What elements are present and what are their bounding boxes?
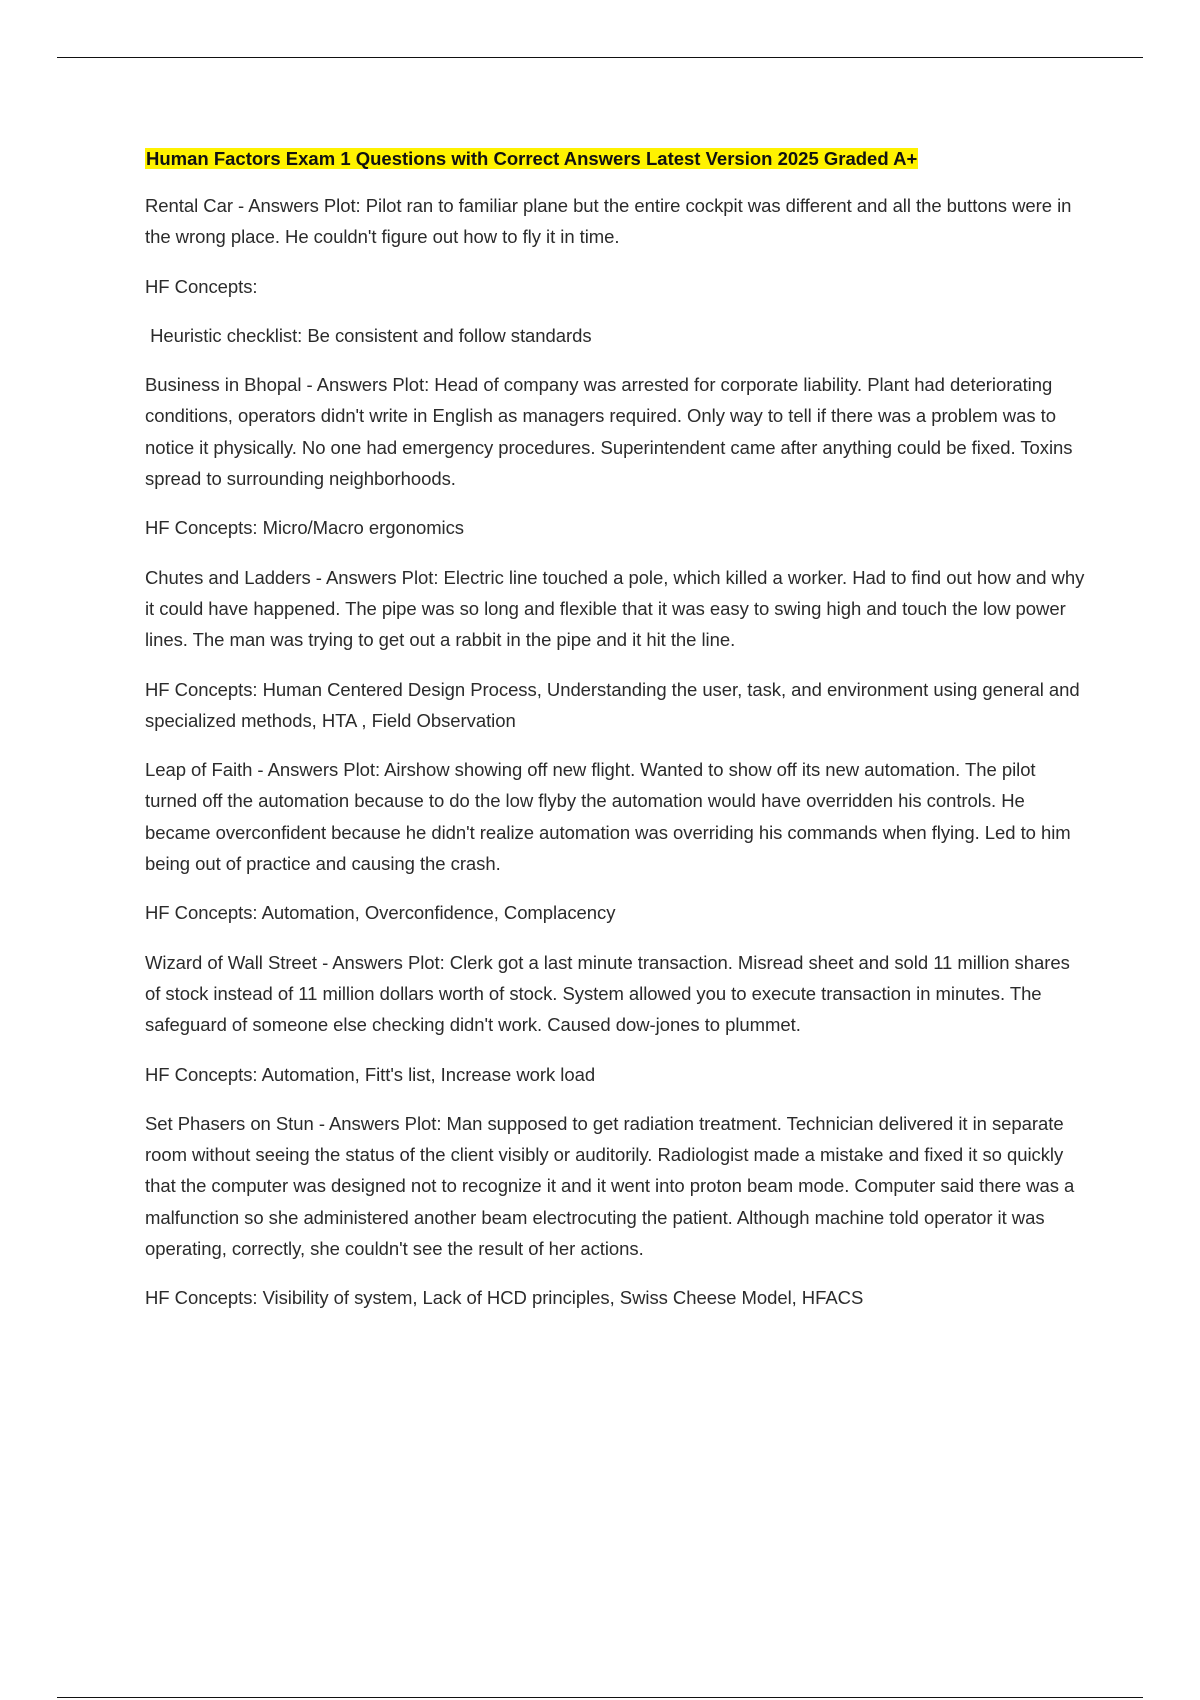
paragraph-chutes-and-ladders: Chutes and Ladders - Answers Plot: Electric line touched a pole, which killed a worker. Had to find out how and why it could have happened. The pipe was so long and flexible that it was easy to swing high and touch the low power lines. The man was trying to get out a rabbit in the pipe and it hit the line. — [145, 566, 1085, 651]
paragraph-hf-concepts-label: HF Concepts: — [145, 275, 258, 297]
title-block — [145, 140, 1090, 178]
paragraph-wizard-of-wall-street: Wizard of Wall Street - Answers Plot: Clerk got a last minute transaction. Misread sheet and sold 11 million shares of stock instead of 11 million dollars worth of stock. System allowed you to execute transaction in minutes. The safeguard of someone else checking didn't work. Caused dow-jones to plummet. — [145, 951, 1070, 1036]
paragraph-leap-of-faith: Leap of Faith - Answers Plot: Airshow showing off new flight. Wanted to show off its new automation. The pilot turned off the automation because to do the low flyby the automation would have overridden his controls. He became overconfident because he didn't realize automation was overriding his commands when flying. Led to him being out of practice and causing the crash. — [145, 759, 1071, 875]
document-title: Human Factors Exam 1 Questions with Correct Answers Latest Version 2025 Graded A+ — [146, 148, 918, 169]
paragraph-hf-concepts-automation: HF Concepts: Automation, Overconfidence, Complacency — [145, 902, 616, 924]
paragraph-hf-concepts-fitts: HF Concepts: Automation, Fitt's list, Increase work load — [145, 1063, 596, 1085]
bottom-divider — [57, 1697, 1143, 1698]
top-divider — [57, 57, 1143, 58]
paragraph-set-phasers-on-stun: Set Phasers on Stun - Answers Plot: Man supposed to get radiation treatment. Technician delivered it in separate room without seeing the status of the client visibly or auditorily. Radiologist made a mistake and fixed it so quickly that the computer was designed not to recognize it and it went into proton beam mode. Computer said there was a malfunction so she administered another beam electrocuting the patient. Although machine told operator it was operating, correctly, she couldn't see the result of her actions. — [145, 1112, 1075, 1260]
paragraph-business-in-bhopal: Business in Bhopal - Answers Plot: Head of company was arrested for corporate liability. Plant had deteriorating conditions, operators didn't write in English as managers required. Only way to tell if there was a problem was to notice it physically. No one had emergency procedures. Superintendent came after anything could be fixed. Toxins spread to surrounding neighborhoods. — [145, 374, 1073, 490]
paragraph-rental-car: Rental Car - Answers Plot: Pilot ran to familiar plane but the entire cockpit was different and all the buttons were in the wrong place. He couldn't figure out how to fly it in time. — [145, 195, 1072, 248]
paragraph-hf-concepts-visibility: HF Concepts: Visibility of system, Lack of HCD principles, Swiss Cheese Model, HFACS — [145, 1287, 864, 1309]
paragraph-hf-concepts-hcd: HF Concepts: Human Centered Design Process, Understanding the user, task, and environment using general and specialized methods, HTA , Field Observation — [145, 678, 1080, 731]
document-body — [145, 140, 1090, 1332]
paragraph-heuristic-checklist: Heuristic checklist: Be consistent and follow standards — [145, 324, 592, 346]
paragraph-hf-concepts-ergonomics: HF Concepts: Micro/Macro ergonomics — [145, 517, 465, 539]
